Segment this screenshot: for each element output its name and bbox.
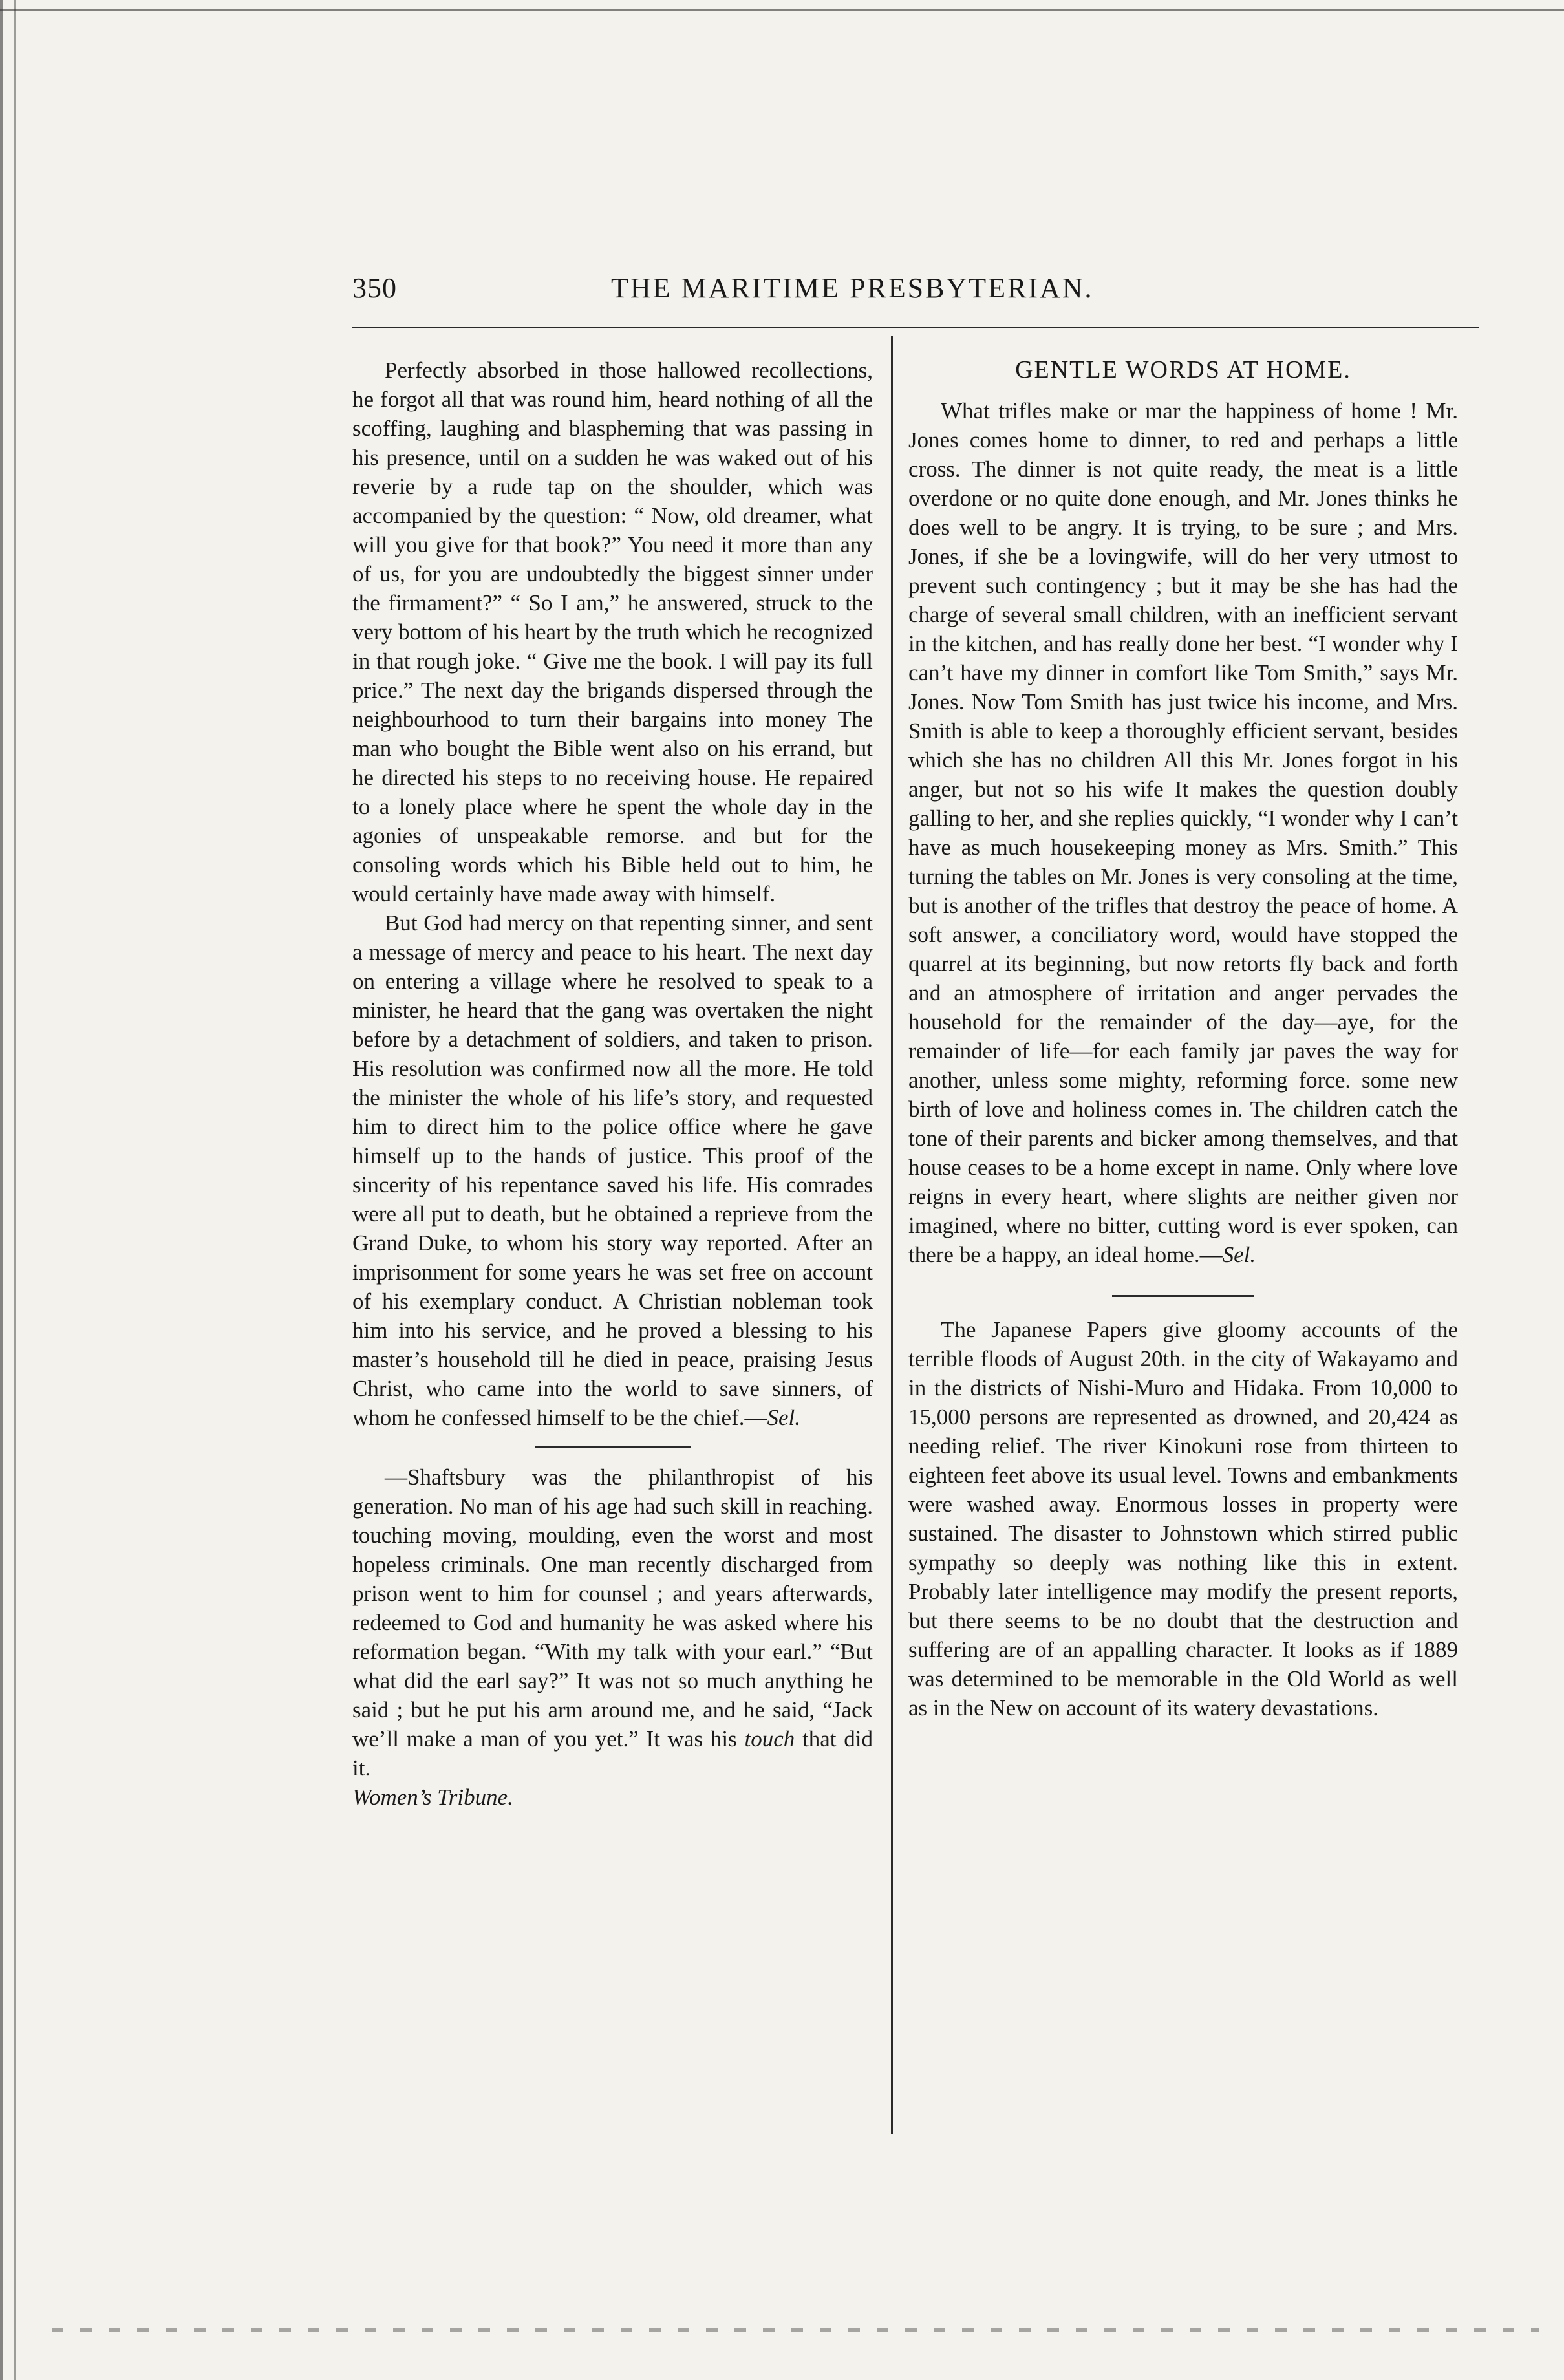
header-rule: [352, 327, 1479, 328]
right-column: [908, 356, 1458, 1722]
section-separator: [1112, 1295, 1254, 1297]
publication-title: THE MARITIME PRESBYTERIAN.: [611, 272, 1094, 304]
article-paragraph: [352, 908, 873, 1432]
article-paragraph: The Japanese Papers give gloomy accounts of the terrible floods of August 20th. in the city of Wakayamo and in the districts of Nishi-Muro and Hidaka. From 10,000 to 15,000 persons are represented as drowned, and 20,424 as needing relief. The river Kinokuni rose from thirteen to eighteen feet above its usual level. Towns and embankments were washed away. Enormous losses in property were sustained. The disaster to Johnstown which stirred public sympathy so deeply was nothing like this in extent. Probably later intelligence may modify the present reports, but there seems to be no doubt that the destruction and suffering are of an appalling character. It looks as if 1889 was determined to be memorable in the Old World as well as in the New on account of its watery devastations.: [908, 1317, 1458, 1721]
article-paragraph: Perfectly absorbed in those hallowed recollections, he forgot all that was round him, heard nothing of all the scoffing, laughing and blaspheming that was passing in his presence, until on a sudden he was waked out of his reverie by a rude tap on the shoulder, which was accompanied by the question: “ Now, old dreamer, what will you give for that book?” You need it more than any of us, for you are undoubtedly the biggest sinner under the firmament?” “ So I am,” he answered, struck to the very bottom of his heart by the truth which he recognized in that rough joke. “ Give me the book. I will pay its full price.” The next day the brigands dispersed through the neighbourhood to turn their bargains into money The man who bought the Bible went also on his errand, but he directed his steps to no receiving house. He repaired to a lonely place where he spent the whole day in the agonies of unspeakable remorse. and but for the consoling words which his Bible held out to him, he would certainly have made away with himself.: [352, 358, 873, 906]
article-paragraph: [908, 396, 1458, 1269]
paragraph-text: But God had mercy on that repenting sinner, and sent a message of mercy and peace to his heart. The next day on entering a village where he resolved to speak to a minister, he heard that the gang was overtaken the night before by a detachment of soldiers, and taken to prison. His resolution was confirmed now all the more. He told the minister the whole of his life’s story, and requested him to direct him to the police office where he gave himself up to the hands of justice. This proof of the sincerity of his repentance saved his life. His comrades were all put to death, but he obtained a reprieve from the Grand Duke, to whom his story way reported. After an imprisonment for some years he was set free on account of his exemplary conduct. A Christian nobleman took him into his service, and he proved a blessing to his master’s household till he died in peace, praising Jesus Christ, who came into the world to save sinners, of whom he confessed himself to be the chief.—: [352, 910, 873, 1430]
article-heading: GENTLE WORDS AT HOME.: [1015, 356, 1351, 383]
paragraph-text: —Shaftsbury was the philanthropist of his generation. No man of his age had such skill in reaching. touching moving, moulding, even the worst and most hopeless criminals. One man recently discharged from prison went to him for counsel ; and years afterwards, redeemed to God and humanity he was asked where his reformation began. “With my talk with your earl.” “But what did the earl say?” It was not so much anything he said ; but he put his arm around me, and he said, “Jack we’ll make a man of you yet.” It was his: [352, 1464, 873, 1752]
binding-edge-shadow: [0, 0, 71, 2380]
column-divider: [891, 336, 893, 2134]
left-column: [352, 356, 873, 1812]
paragraph-text: that did it.: [352, 1726, 873, 1781]
scan-bottom-edge: [52, 2328, 1539, 2332]
page-number: 350: [352, 272, 397, 304]
paragraph-text: What trifles make or mar the happiness of home ! Mr. Jones comes home to dinner, to red and perhaps a little cross. The dinner is not quite ready, the meat is a little overdone or no quite done enough, and Mr. Jones thinks he does well to be angry. It is trying, to be sure ; and Mrs. Jones, if she be a lovingwife, will do her very utmost to prevent such contingency ; but it may be she has had the charge of several small children, with an inefficient servant in the kitchen, and has really done her best. “I wonder why I can’t have my dinner in comfort like Tom Smith,” says Mr. Jones. Now Tom Smith has just twice his income, and Mrs. Smith is able to keep a thoroughly efficient servant, besides which she has no children All this Mr. Jones forgot in his anger, but not so his wife It makes the question doubly galling to her, and she replies quickly, “I wonder why I can’t have as much housekeeping money as Mrs. Smith.” This turning the tables on Mr. Jones is very consoling at the time, but is another of the trifles that destroy the peace of home. A soft answer, a conciliatory word, would have stopped the quarrel at its beginning, but now retorts fly back and forth and an atmosphere of irritation and anger pervades the household for the remainder of the day—aye, for the remainder of life—for each family jar paves the way for another, unless some mighty, reforming force. some new birth of love and holiness comes in. The children catch the tone of their parents and bicker among themselves, and that house ceases to be a home except in name. Only where love reigns in every heart, where slights are neither given nor imagined, where no bitter, cutting word is ever spoken, can there be a happy, an ideal home.—: [908, 398, 1458, 1267]
section-separator: [535, 1446, 691, 1448]
scan-top-edge: [0, 9, 1564, 11]
source-signature: Sel.: [1222, 1242, 1256, 1267]
source-signature: Women’s Tribune.: [352, 1785, 513, 1810]
article-paragraph: [352, 1463, 873, 1812]
source-signature: Sel.: [767, 1405, 800, 1430]
page-header: [352, 272, 1479, 317]
emphasis: touch: [744, 1726, 795, 1752]
